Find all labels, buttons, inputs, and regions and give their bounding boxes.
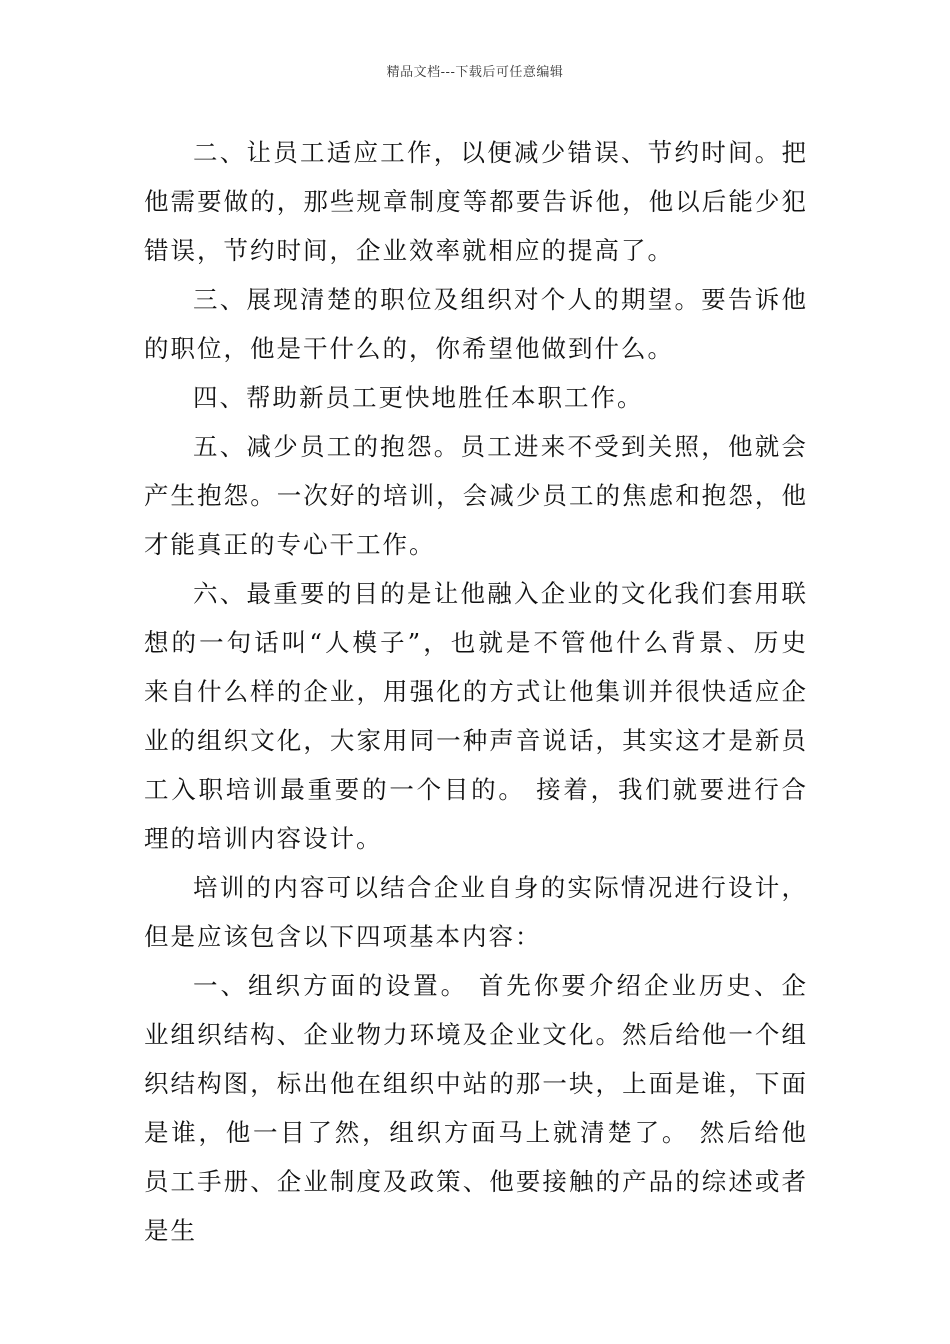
paragraph: 培训的内容可以结合企业自身的实际情况进行设计，但是应该包含以下四项基本内容： [144,873,808,951]
paragraph: 六、最重要的目的是让他融入企业的文化我们套用联想的一句话叫“人模子”，也就是不管他什么背景、历史来自什么样的企业，用强化的方式让他集训并很快适应企业的组织文化，大家用同一种声音说话，其实这才是新员工入职培训最重要的一个目的。 接着，我们就要进行合理的培训内容设计。 [144,579,808,853]
document-body [144,128,808,1255]
paragraph: 一、组织方面的设置。 首先你要介绍企业历史、企业组织结构、企业物力环境及企业文化。然后给他一个组织结构图，标出他在组织中站的那一块，上面是谁，下面是谁，他一目了然，组织方面马上就清楚了。 然后给他员工手册、企业制度及政策、他要接触的产品的综述或者是生 [144,971,808,1245]
page-header: 精品文档---下载后可任意编辑 [386,65,564,80]
paragraph: 二、让员工适应工作，以便减少错误、节约时间。把他需要做的，那些规章制度等都要告诉他，他以后能少犯错误，节约时间，企业效率就相应的提高了。 [144,138,808,265]
paragraph: 五、减少员工的抱怨。员工进来不受到关照，他就会产生抱怨。一次好的培训，会减少员工的焦虑和抱怨，他才能真正的专心干工作。 [144,432,808,559]
paragraph: 四、帮助新员工更快地胜任本职工作。 [193,383,644,412]
paragraph: 三、展现清楚的职位及组织对个人的期望。要告诉他的职位，他是干什么的，你希望他做到什么。 [144,285,808,363]
